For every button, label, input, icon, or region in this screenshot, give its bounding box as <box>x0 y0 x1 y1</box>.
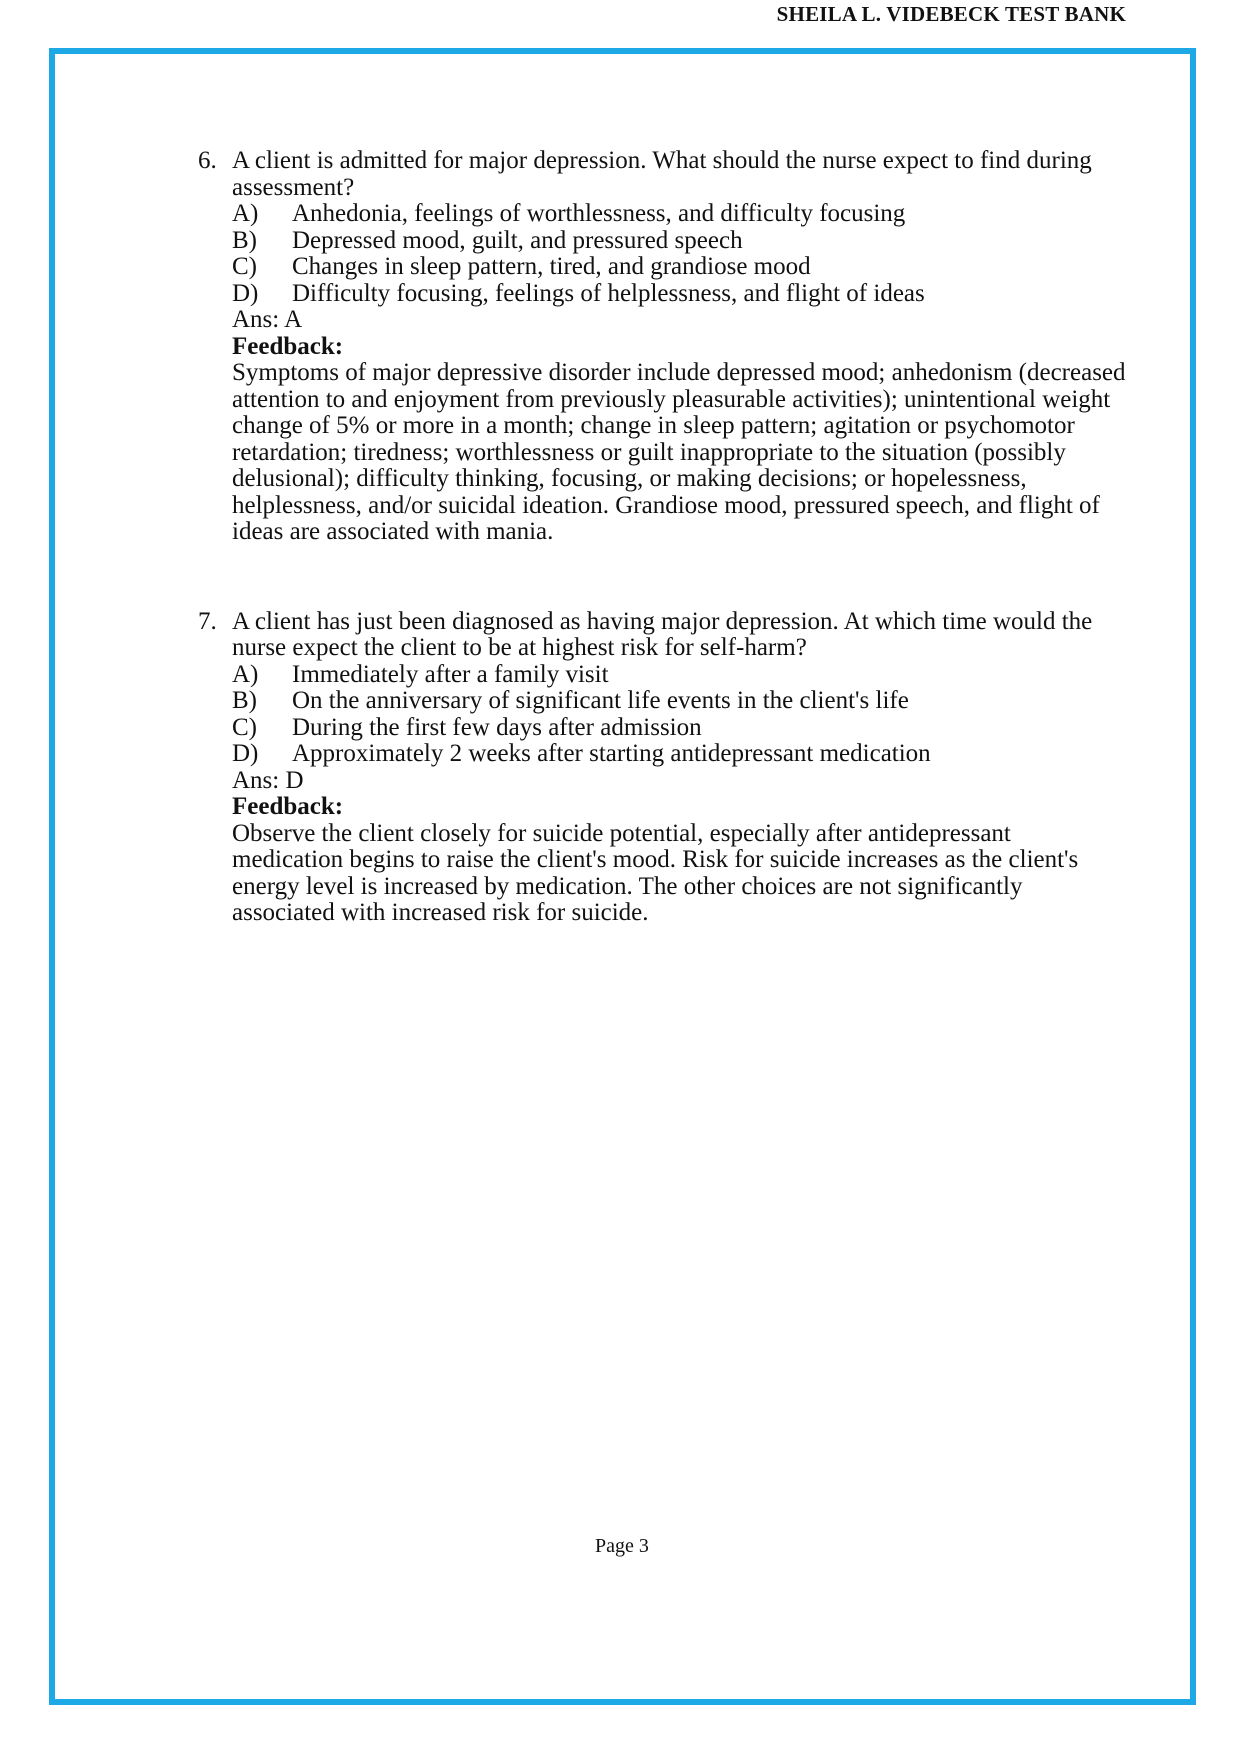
choice-letter: D) <box>232 740 259 767</box>
choice-text: On the anniversary of significant life events in the client's life <box>292 687 909 714</box>
choice-text: During the first few days after admission <box>292 713 702 741</box>
choice-c <box>232 254 1128 281</box>
question-7 <box>198 609 1128 927</box>
question-content <box>198 148 1128 927</box>
choice-letter: C) <box>232 713 257 741</box>
question-number: 6. <box>198 147 217 174</box>
answer-choices <box>232 662 1128 768</box>
header-title: SHEILA L. VIDEBECK TEST BANK <box>776 2 1126 26</box>
choice-letter: B) <box>232 687 257 714</box>
choice-letter: A) <box>232 660 259 688</box>
choice-d <box>232 741 1128 768</box>
choice-a <box>232 662 1128 689</box>
answer-choices <box>232 201 1128 307</box>
feedback-text: Observe the client closely for suicide potential, especially after antidepressant medication begins to raise the client's mood. Risk for suicide increases as the client's energy level is increased by medication. The other choices are not significantly associated with increased risk for suicide. <box>232 819 1079 926</box>
choice-letter: D) <box>232 279 259 307</box>
choice-text: Immediately after a family visit <box>292 660 609 688</box>
question-number: 7. <box>198 607 217 635</box>
choice-letter: B) <box>232 226 257 254</box>
choice-b <box>232 688 1128 715</box>
page-number: Page 3 <box>595 1535 649 1557</box>
choice-c <box>232 715 1128 742</box>
choice-text: Approximately 2 weeks after starting antidepressant medication <box>292 740 931 767</box>
feedback-label: Feedback: <box>232 793 344 820</box>
choice-letter: A) <box>232 200 259 227</box>
question-6 <box>198 148 1128 546</box>
choice-text: Difficulty focusing, feelings of helplessness, and flight of ideas <box>292 279 925 307</box>
question-stem: A client has just been diagnosed as having major depression. At which time would the nurse expect the client to be at highest risk for self-harm? <box>232 607 1093 661</box>
feedback-text: Symptoms of major depressive disorder include depressed mood; anhedonism (decreased attention to and enjoyment from previously pleasurable activities); unintentional weight change of 5% or more in a month; change in sleep pattern; agitation or psychomotor retardation; tiredness; worthlessness or guilt inappropriate to the situation (possibly delusional); difficulty thinking, focusing, or making decisions; or hopelessness, helplessness, and/or suicidal ideation. Grandiose mood, pressured speech, and flight of ideas are associated with mania. <box>232 359 1126 545</box>
feedback-label: Feedback: <box>232 332 344 360</box>
question-stem: A client is admitted for major depression. What should the nurse expect to find during assessment? <box>232 147 1092 201</box>
answer-key: Ans: A <box>232 306 303 333</box>
choice-letter: C) <box>232 253 257 280</box>
choice-text: Depressed mood, guilt, and pressured speech <box>292 226 743 254</box>
answer-key: Ans: D <box>232 766 304 794</box>
choice-text: Anhedonia, feelings of worthlessness, and difficulty focusing <box>292 200 906 227</box>
choice-a <box>232 201 1128 228</box>
choice-b <box>232 228 1128 255</box>
choice-d <box>232 281 1128 308</box>
choice-text: Changes in sleep pattern, tired, and grandiose mood <box>292 253 811 280</box>
